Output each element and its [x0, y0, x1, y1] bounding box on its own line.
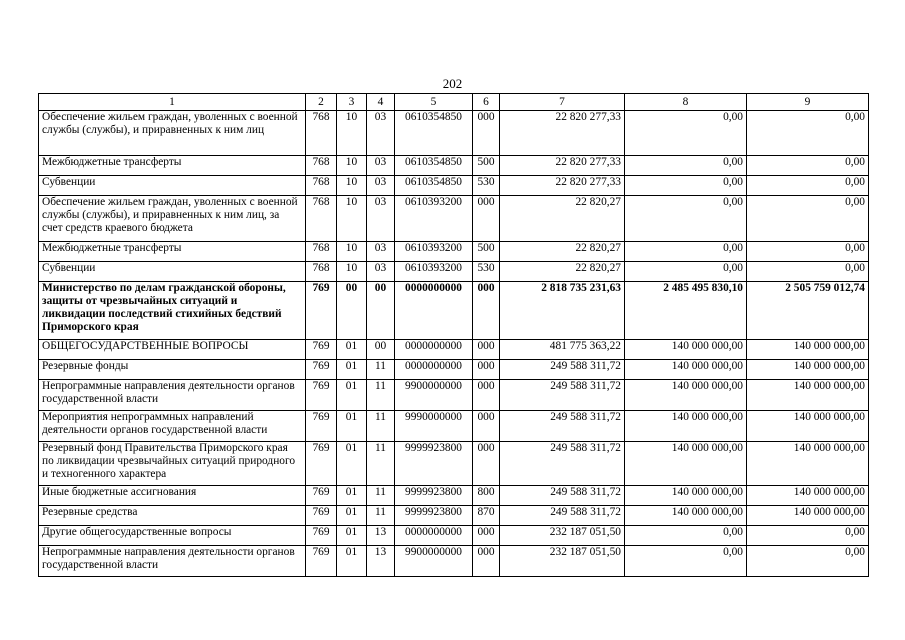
col-3-code: 01	[337, 411, 367, 442]
table-row	[39, 506, 869, 526]
col-4-code: 00	[367, 282, 395, 340]
table-row	[39, 196, 869, 242]
col-8-amount: 140 000 000,00	[625, 486, 747, 506]
col-9-amount: 0,00	[747, 262, 869, 282]
col-5-code: 9900000000	[395, 546, 473, 577]
col-5-code: 0610354850	[395, 156, 473, 176]
table-row	[39, 380, 869, 411]
col-6-code: 500	[473, 156, 500, 176]
col-8-amount: 140 000 000,00	[625, 442, 747, 486]
col-9-amount: 0,00	[747, 526, 869, 546]
col-4-code: 03	[367, 242, 395, 262]
table-row	[39, 411, 869, 442]
col-8-amount: 0,00	[625, 111, 747, 156]
col-8-amount: 140 000 000,00	[625, 411, 747, 442]
col-4-code: 03	[367, 111, 395, 156]
table-row	[39, 486, 869, 506]
row-name: Субвенции	[39, 262, 306, 282]
row-name: Резервные средства	[39, 506, 306, 526]
col-3-code: 01	[337, 506, 367, 526]
col-7-amount: 22 820 277,33	[500, 156, 625, 176]
col-8-amount: 140 000 000,00	[625, 506, 747, 526]
col-5-code: 0610354850	[395, 111, 473, 156]
col-2-code: 769	[306, 442, 337, 486]
col-6-code: 000	[473, 196, 500, 242]
col-2-code: 769	[306, 486, 337, 506]
col-9-amount: 0,00	[747, 196, 869, 242]
col-6-code: 000	[473, 340, 500, 360]
col-7-amount: 232 187 051,50	[500, 546, 625, 577]
header-cell: 3	[337, 94, 367, 111]
table-row	[39, 176, 869, 196]
col-3-code: 10	[337, 176, 367, 196]
col-3-code: 00	[337, 282, 367, 340]
col-7-amount: 22 820,27	[500, 196, 625, 242]
col-6-code: 000	[473, 442, 500, 486]
row-name: Резервный фонд Правительства Приморского края по ликвидации чрезвычайных ситуаций природного и техногенного характера	[39, 442, 306, 486]
col-7-amount: 481 775 363,22	[500, 340, 625, 360]
col-4-code: 11	[367, 360, 395, 380]
table-row	[39, 111, 869, 156]
col-8-amount: 0,00	[625, 196, 747, 242]
row-name: Резервные фонды	[39, 360, 306, 380]
col-7-amount: 22 820 277,33	[500, 176, 625, 196]
col-4-code: 03	[367, 262, 395, 282]
col-7-amount: 249 588 311,72	[500, 486, 625, 506]
col-4-code: 03	[367, 176, 395, 196]
col-5-code: 0000000000	[395, 282, 473, 340]
col-4-code: 03	[367, 196, 395, 242]
col-8-amount: 0,00	[625, 176, 747, 196]
col-5-code: 9999923800	[395, 486, 473, 506]
budget-table	[38, 93, 869, 577]
table-row	[39, 282, 869, 340]
page-number: 202	[442, 76, 463, 91]
table-row	[39, 242, 869, 262]
col-2-code: 769	[306, 546, 337, 577]
col-2-code: 769	[306, 380, 337, 411]
table-row	[39, 546, 869, 577]
col-3-code: 10	[337, 111, 367, 156]
col-6-code: 000	[473, 282, 500, 340]
header-row	[39, 94, 869, 111]
header-cell: 7	[500, 94, 625, 111]
col-2-code: 769	[306, 411, 337, 442]
col-8-amount: 140 000 000,00	[625, 360, 747, 380]
col-3-code: 01	[337, 380, 367, 411]
row-name: Межбюджетные трансферты	[39, 242, 306, 262]
col-8-amount: 140 000 000,00	[625, 380, 747, 411]
col-2-code: 768	[306, 262, 337, 282]
col-4-code: 11	[367, 486, 395, 506]
col-7-amount: 249 588 311,72	[500, 380, 625, 411]
col-3-code: 10	[337, 262, 367, 282]
col-8-amount: 0,00	[625, 262, 747, 282]
col-5-code: 9999923800	[395, 506, 473, 526]
row-name: Субвенции	[39, 176, 306, 196]
col-2-code: 768	[306, 196, 337, 242]
col-3-code: 01	[337, 340, 367, 360]
col-7-amount: 249 588 311,72	[500, 360, 625, 380]
col-4-code: 13	[367, 546, 395, 577]
table-row	[39, 360, 869, 380]
col-7-amount: 22 820,27	[500, 262, 625, 282]
col-2-code: 768	[306, 111, 337, 156]
col-3-code: 10	[337, 242, 367, 262]
col-6-code: 000	[473, 380, 500, 411]
col-3-code: 01	[337, 442, 367, 486]
col-9-amount: 0,00	[747, 242, 869, 262]
col-3-code: 01	[337, 486, 367, 506]
row-name: ОБЩЕГОСУДАРСТВЕННЫЕ ВОПРОСЫ	[39, 340, 306, 360]
col-7-amount: 2 818 735 231,63	[500, 282, 625, 340]
row-name: Непрограммные направления деятельности органов государственной власти	[39, 546, 306, 577]
row-name: Обеспечение жильем граждан, уволенных с военной службы (службы), и приравненных к ним лиц, за счет средств краевого бюджета	[39, 196, 306, 242]
col-9-amount: 140 000 000,00	[747, 340, 869, 360]
col-6-code: 530	[473, 176, 500, 196]
col-5-code: 9900000000	[395, 380, 473, 411]
col-9-amount: 0,00	[747, 176, 869, 196]
col-8-amount: 0,00	[625, 526, 747, 546]
col-6-code: 800	[473, 486, 500, 506]
col-8-amount: 2 485 495 830,10	[625, 282, 747, 340]
col-4-code: 11	[367, 442, 395, 486]
col-6-code: 000	[473, 360, 500, 380]
col-5-code: 0000000000	[395, 340, 473, 360]
row-name: Обеспечение жильем граждан, уволенных с военной службы (службы), и приравненных к ним лиц	[39, 111, 306, 156]
col-5-code: 0610393200	[395, 242, 473, 262]
row-name: Иные бюджетные ассигнования	[39, 486, 306, 506]
row-name: Мероприятия непрограммных направлений деятельности органов государственной власти	[39, 411, 306, 442]
col-9-amount: 140 000 000,00	[747, 380, 869, 411]
col-4-code: 11	[367, 411, 395, 442]
col-9-amount: 140 000 000,00	[747, 506, 869, 526]
col-9-amount: 0,00	[747, 156, 869, 176]
col-6-code: 000	[473, 546, 500, 577]
col-5-code: 0000000000	[395, 360, 473, 380]
col-3-code: 01	[337, 546, 367, 577]
col-7-amount: 22 820 277,33	[500, 111, 625, 156]
header-cell: 8	[625, 94, 747, 111]
col-8-amount: 0,00	[625, 242, 747, 262]
col-7-amount: 232 187 051,50	[500, 526, 625, 546]
col-4-code: 13	[367, 526, 395, 546]
col-8-amount: 0,00	[625, 546, 747, 577]
col-8-amount: 140 000 000,00	[625, 340, 747, 360]
col-6-code: 000	[473, 111, 500, 156]
col-7-amount: 249 588 311,72	[500, 506, 625, 526]
header-cell: 4	[367, 94, 395, 111]
col-9-amount: 0,00	[747, 111, 869, 156]
col-9-amount: 0,00	[747, 546, 869, 577]
col-4-code: 03	[367, 156, 395, 176]
row-name: Другие общегосударственные вопросы	[39, 526, 306, 546]
table-row	[39, 156, 869, 176]
row-name: Межбюджетные трансферты	[39, 156, 306, 176]
col-9-amount: 140 000 000,00	[747, 442, 869, 486]
col-2-code: 769	[306, 506, 337, 526]
col-9-amount: 140 000 000,00	[747, 360, 869, 380]
col-8-amount: 0,00	[625, 156, 747, 176]
header-cell: 1	[39, 94, 306, 111]
col-4-code: 11	[367, 380, 395, 411]
header-cell: 2	[306, 94, 337, 111]
col-6-code: 000	[473, 411, 500, 442]
col-7-amount: 249 588 311,72	[500, 411, 625, 442]
row-name: Непрограммные направления деятельности органов государственной власти	[39, 380, 306, 411]
col-2-code: 769	[306, 360, 337, 380]
col-5-code: 0000000000	[395, 526, 473, 546]
col-2-code: 768	[306, 176, 337, 196]
table-row	[39, 442, 869, 486]
col-3-code: 10	[337, 156, 367, 176]
col-5-code: 9990000000	[395, 411, 473, 442]
col-7-amount: 249 588 311,72	[500, 442, 625, 486]
row-name: Министерство по делам гражданской обороны, защиты от чрезвычайных ситуаций и ликвидации последствий стихийных бедствий Приморского края	[39, 282, 306, 340]
header-cell: 9	[747, 94, 869, 111]
col-6-code: 530	[473, 262, 500, 282]
col-9-amount: 140 000 000,00	[747, 486, 869, 506]
col-9-amount: 2 505 759 012,74	[747, 282, 869, 340]
col-2-code: 769	[306, 526, 337, 546]
col-2-code: 769	[306, 282, 337, 340]
col-5-code: 0610393200	[395, 262, 473, 282]
col-9-amount: 140 000 000,00	[747, 411, 869, 442]
col-4-code: 11	[367, 506, 395, 526]
col-3-code: 10	[337, 196, 367, 242]
col-2-code: 768	[306, 156, 337, 176]
col-7-amount: 22 820,27	[500, 242, 625, 262]
col-5-code: 0610354850	[395, 176, 473, 196]
header-cell: 5	[395, 94, 473, 111]
table-row	[39, 526, 869, 546]
col-5-code: 0610393200	[395, 196, 473, 242]
table-row	[39, 340, 869, 360]
col-4-code: 00	[367, 340, 395, 360]
col-3-code: 01	[337, 360, 367, 380]
table-row	[39, 262, 869, 282]
col-3-code: 01	[337, 526, 367, 546]
col-6-code: 500	[473, 242, 500, 262]
col-6-code: 000	[473, 526, 500, 546]
col-2-code: 768	[306, 242, 337, 262]
col-6-code: 870	[473, 506, 500, 526]
col-2-code: 769	[306, 340, 337, 360]
header-cell: 6	[473, 94, 500, 111]
col-5-code: 9999923800	[395, 442, 473, 486]
